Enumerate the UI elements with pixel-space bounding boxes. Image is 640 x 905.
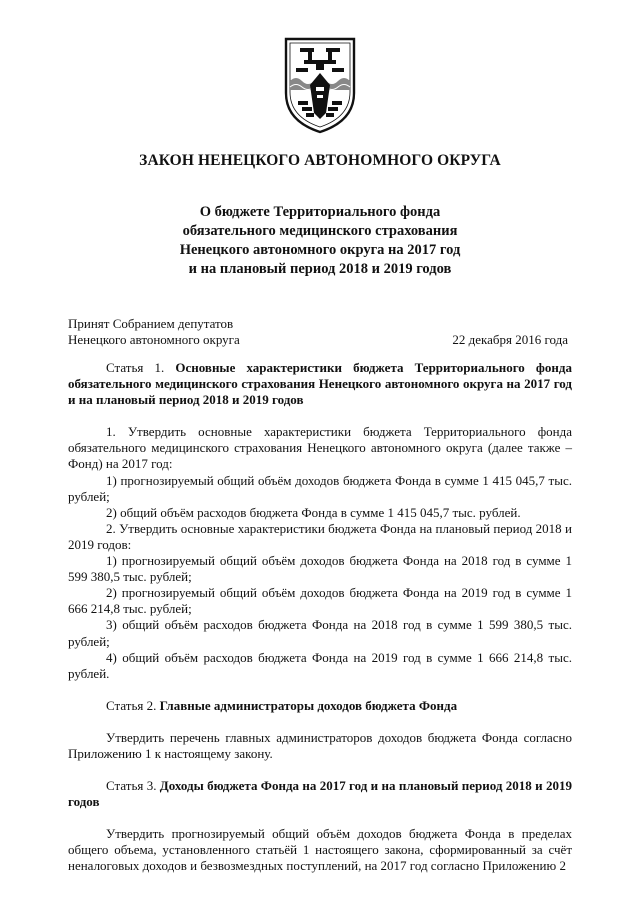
- law-subject: [0, 203, 640, 279]
- subject-line: О бюджете Территориального фонда: [199, 204, 441, 220]
- law-title: ЗАКОН НЕНЕЦКОГО АВТОНОМНОГО ОКРУГА: [139, 152, 501, 169]
- article-title: Основные характеристики бюджета Территориального фонда обязательного медицинского страхования Ненецкого автономного округа на 2017 год и на плановый период 2018 и 2019 годов: [68, 360, 572, 408]
- adopted-by-line1: Принят Собранием депутатов: [68, 316, 234, 331]
- article-heading: [68, 360, 572, 408]
- article-heading: [68, 778, 572, 810]
- law-body: [68, 360, 572, 875]
- paragraph: 1. Утвердить основные характеристики бюджета Территориального фонда обязательного медицинского страхования Ненецкого автономного округа (далее также – Фонд) на 2017 год:: [68, 424, 572, 472]
- subject-line: Ненецкого автономного округа на 2017 год: [179, 242, 461, 258]
- paragraph: 3) общий объём расходов бюджета Фонда на 2018 год в сумме 1 599 380,5 тыс. рублей;: [68, 617, 572, 649]
- nao-coat-of-arms-icon: [280, 35, 360, 135]
- paragraph: Утвердить перечень главных администраторов доходов бюджета Фонда согласно Приложению 1 к настоящему закону.: [68, 729, 572, 761]
- subject-line: и на плановый период 2018 и 2019 годов: [188, 261, 452, 277]
- paragraph: 1) прогнозируемый общий объём доходов бюджета Фонда в сумме 1 415 045,7 тыс. рублей;: [68, 472, 572, 504]
- paragraph: Утвердить прогнозируемый общий объём доходов бюджета Фонда в пределах общего объема, установленного статьёй 1 настоящего закона, сформированный за счёт неналоговых доходов и безвозмездных поступлений, на 2017 год согласно Приложению 2: [68, 826, 572, 874]
- article-prefix: Статья 3.: [106, 778, 160, 794]
- paragraph: 4) общий объём расходов бюджета Фонда на 2019 год в сумме 1 666 214,8 тыс. рублей.: [68, 649, 572, 681]
- article-prefix: Статья 2.: [106, 697, 160, 713]
- article-title: Доходы бюджета Фонда на 2017 год и на плановый период 2018 и 2019 годов: [68, 778, 572, 810]
- subject-line: обязательного медицинского страхования: [182, 223, 458, 239]
- paragraph: 2. Утвердить основные характеристики бюджета Фонда на плановый период 2018 и 2019 годов:: [68, 520, 572, 552]
- article-prefix: Статья 1.: [106, 360, 176, 375]
- paragraph: 1) прогнозируемый общий объём доходов бюджета Фонда на 2018 год в сумме 1 599 380,5 тыс. рублей;: [68, 553, 572, 585]
- adopted-by-line2: Ненецкого автономного округа: [68, 332, 240, 347]
- adoption-info: [68, 316, 240, 348]
- adoption-date: 22 декабря 2016 года: [452, 332, 568, 347]
- paragraph: 2) прогнозируемый общий объём доходов бюджета Фонда на 2019 год в сумме 1 666 214,8 тыс. рублей;: [68, 585, 572, 617]
- article-title: Главные администраторы доходов бюджета Фонда: [159, 697, 458, 713]
- paragraph: 2) общий объём расходов бюджета Фонда в сумме 1 415 045,7 тыс. рублей.: [106, 504, 521, 520]
- article-heading: [68, 698, 572, 714]
